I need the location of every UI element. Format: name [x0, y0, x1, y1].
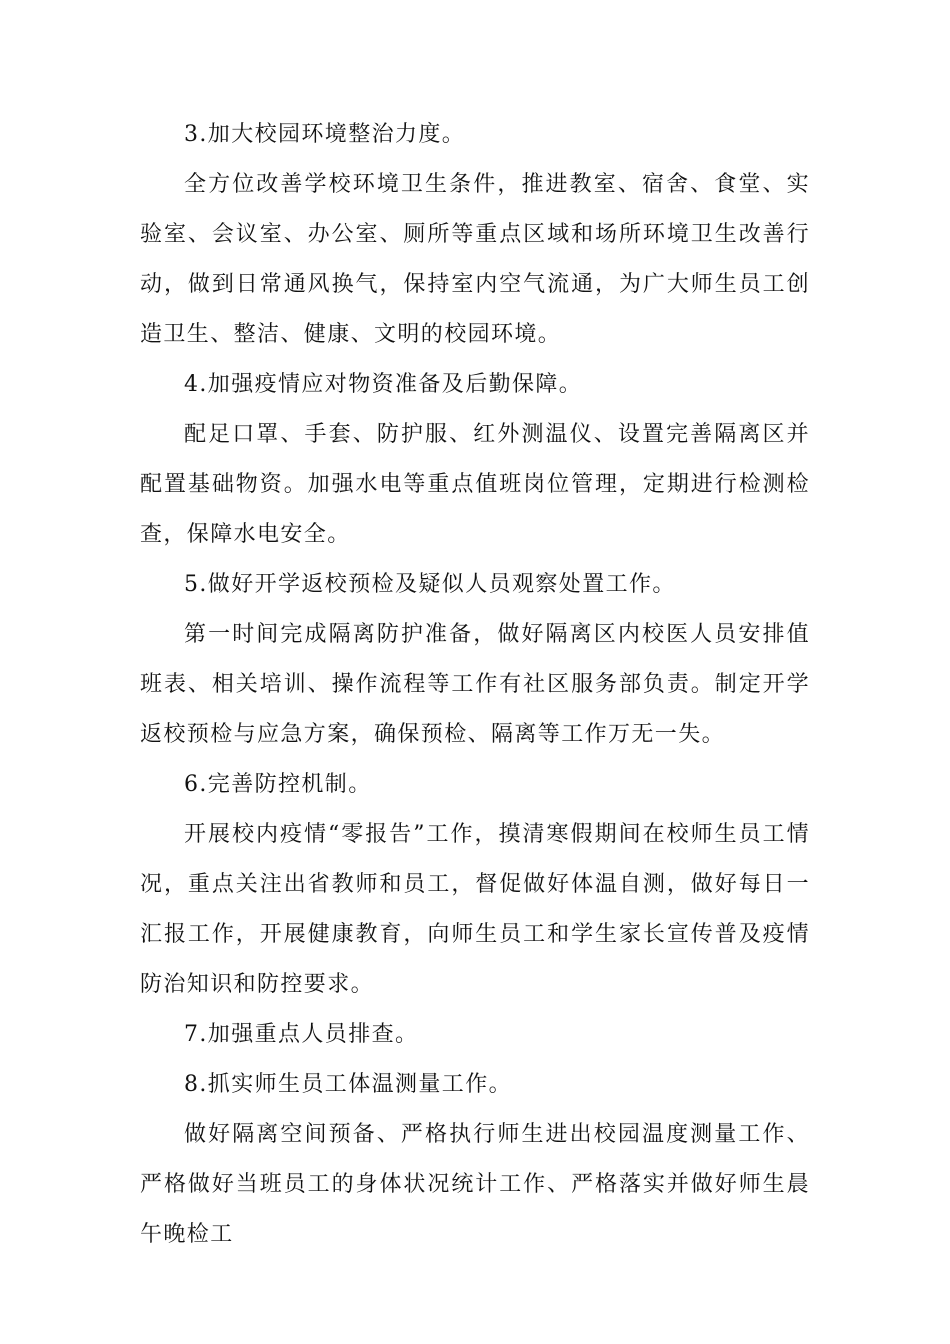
section-heading-6: 6.完善防控机制。 — [184, 772, 372, 797]
document-body — [140, 110, 810, 1260]
section-heading-3: 3.加大校园环境整治力度。 — [184, 122, 466, 147]
section-heading-4: 4.加强疫情应对物资准备及后勤保障。 — [184, 372, 583, 397]
section-paragraph-3: 全方位改善学校环境卫生条件，推进教室、宿舍、食堂、实验室、会议室、办公室、厕所等重点区域和场所环境卫生改善行动，做到日常通风换气，保持室内空气流通，为广大师生员工创造卫生、整洁、健康、文明的校园环境。 — [140, 172, 810, 347]
section-paragraph-8: 做好隔离空间预备、严格执行师生进出校园温度测量工作、严格做好当班员工的身体状况统计工作、严格落实并做好师生晨午晚检工 — [140, 1122, 810, 1247]
section-paragraph-4: 配足口罩、手套、防护服、红外测温仪、设置完善隔离区并配置基础物资。加强水电等重点值班岗位管理，定期进行检测检查，保障水电安全。 — [140, 422, 810, 547]
section-paragraph-5: 第一时间完成隔离防护准备，做好隔离区内校医人员安排值班表、相关培训、操作流程等工作有社区服务部负责。制定开学返校预检与应急方案，确保预检、隔离等工作万无一失。 — [140, 622, 810, 747]
section-heading-5: 5.做好开学返校预检及疑似人员观察处置工作。 — [184, 572, 676, 597]
section-paragraph-6: 开展校内疫情“零报告”工作，摸清寒假期间在校师生员工情况，重点关注出省教师和员工，督促做好体温自测，做好每日一汇报工作，开展健康教育，向师生员工和学生家长宣传普及疫情防治知识和防控要求。 — [140, 822, 810, 997]
section-heading-7: 7.加强重点人员排查。 — [184, 1022, 419, 1047]
section-heading-8: 8.抓实师生员工体温测量工作。 — [184, 1072, 512, 1097]
